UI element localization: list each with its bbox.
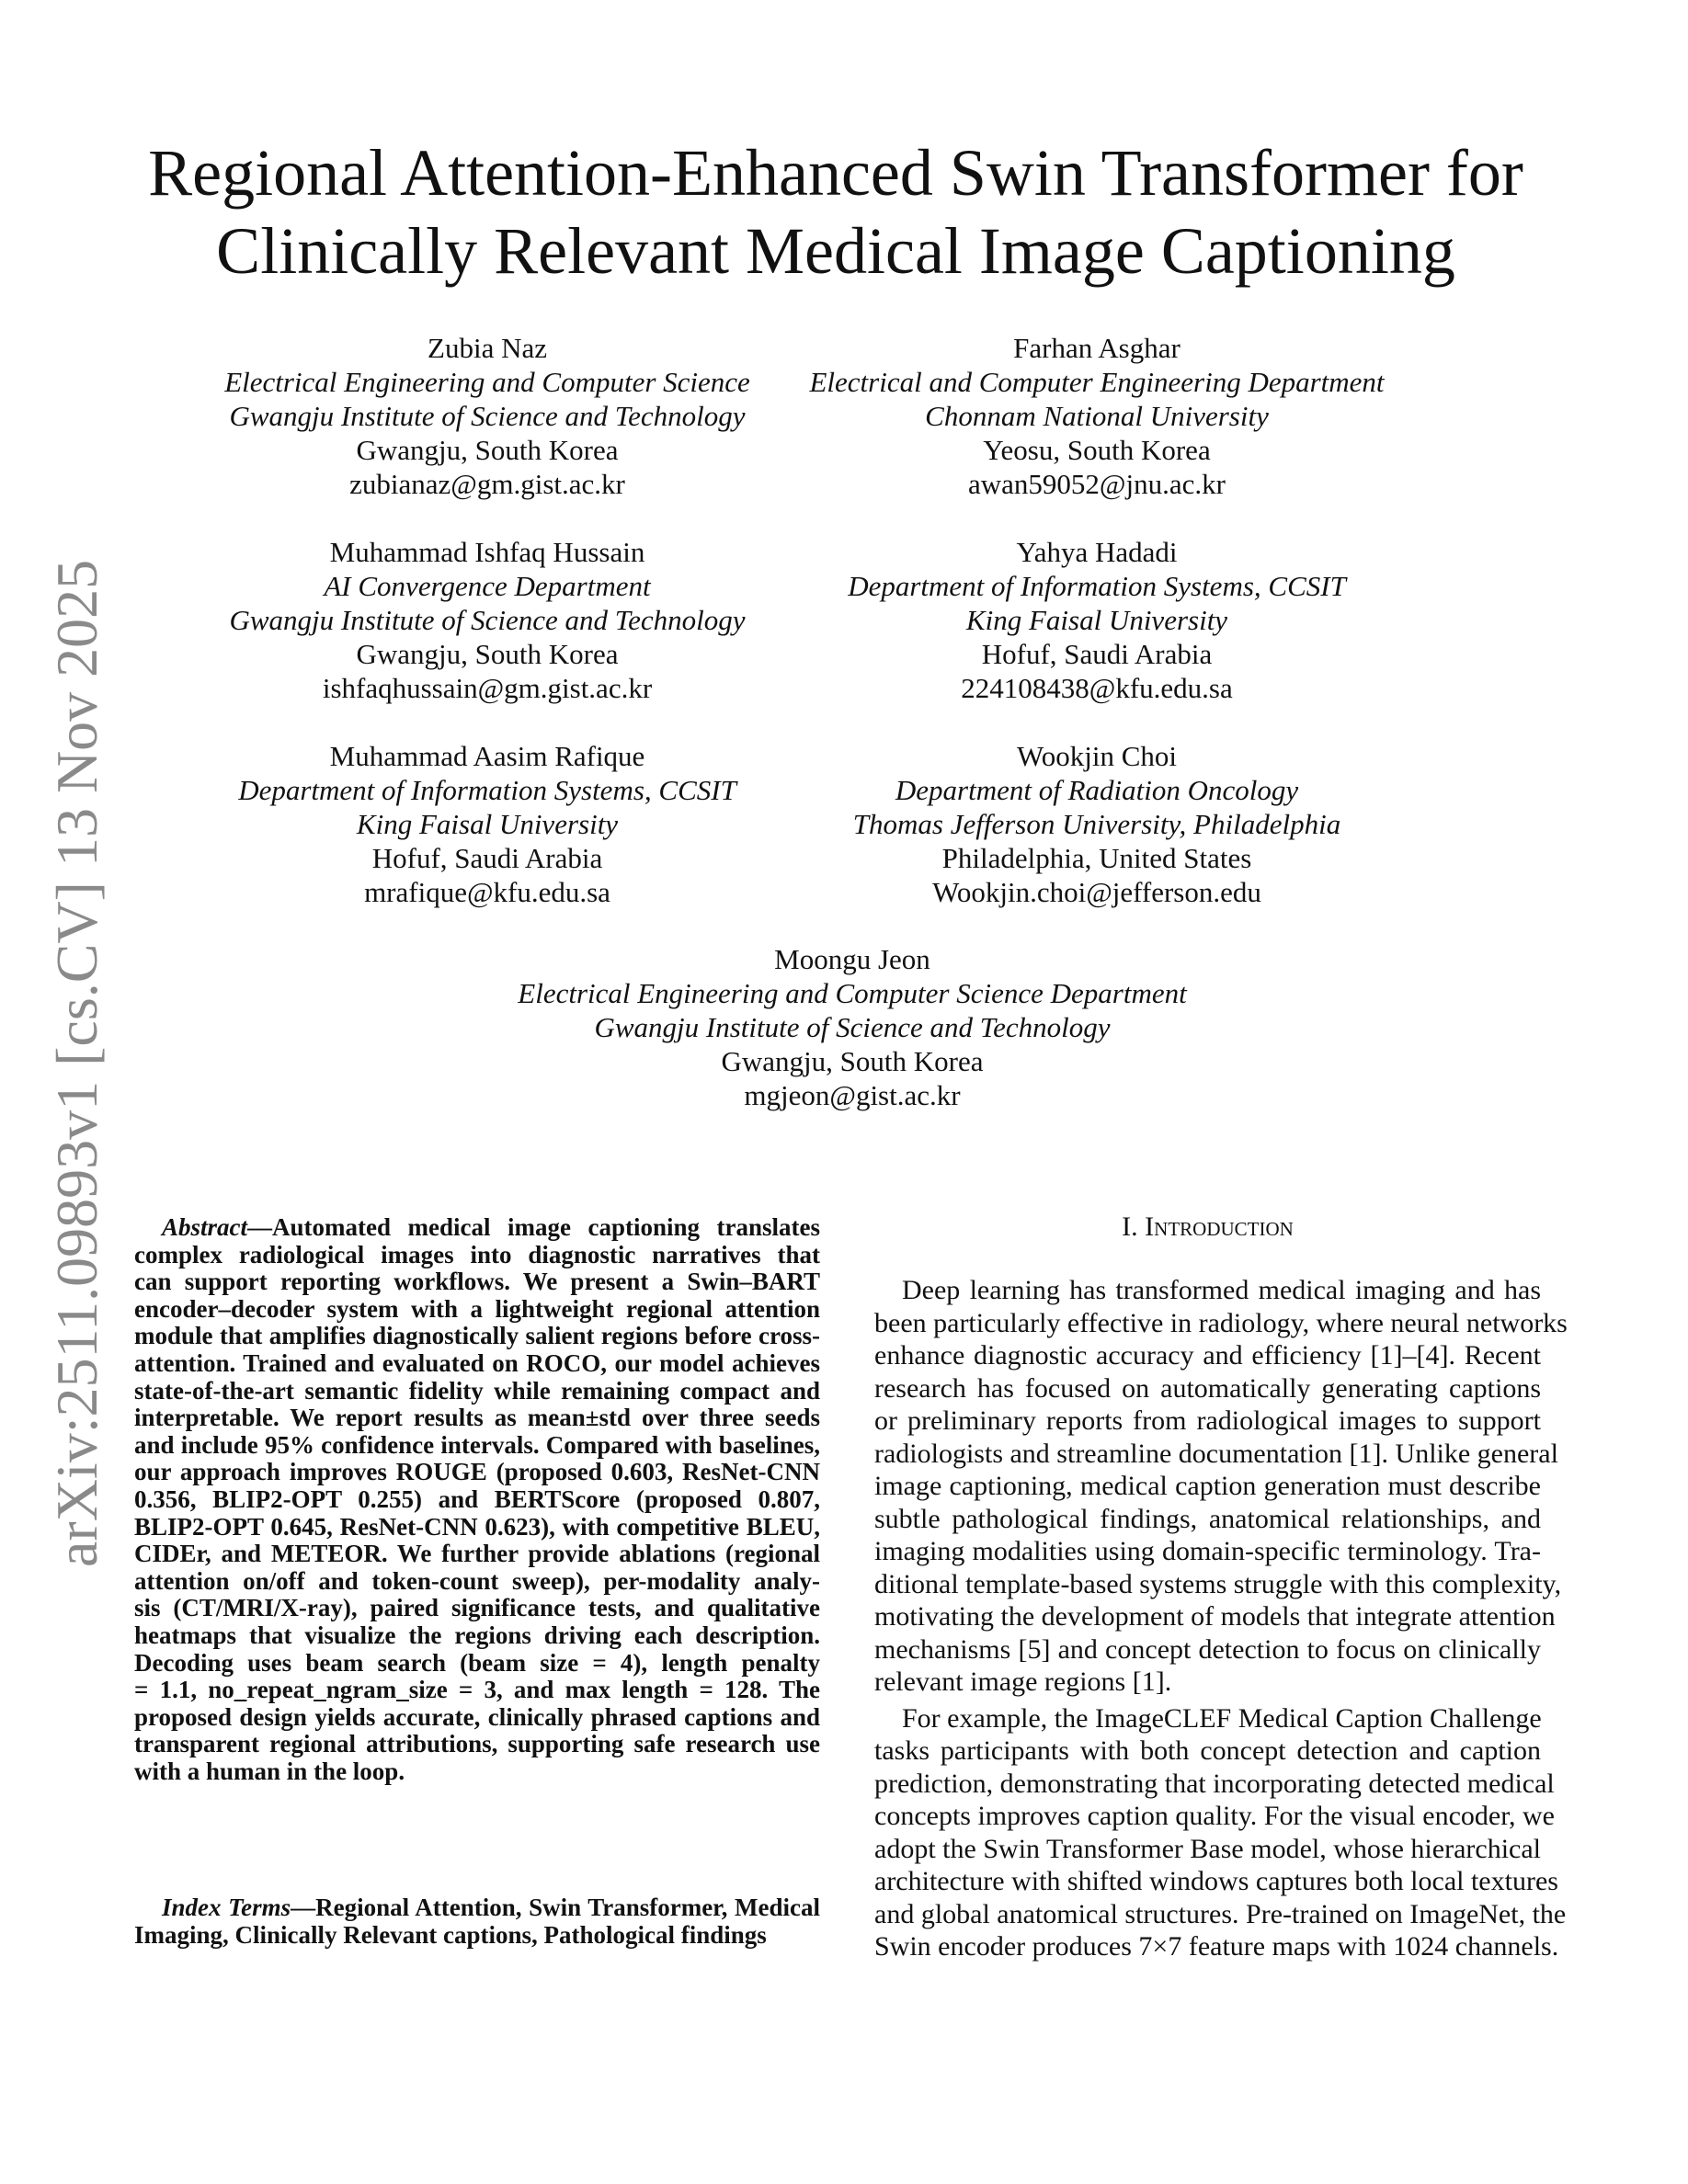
abstract-line: attention. Trained and evaluated on ROCO, our model achieves [134, 1348, 820, 1377]
author-location: Hofuf, Saudi Arabia [371, 842, 603, 874]
author-email[interactable]: Wookjin.choi@jefferson.edu [932, 876, 1261, 908]
author-department: Electrical Engineering and Computer Science [224, 366, 750, 398]
author-email[interactable]: zubianaz@gm.gist.ac.kr [349, 468, 625, 500]
paragraph [874, 1702, 1567, 1963]
paragraph-line: and global anatomical structures. Pre-trained on ImageNet, the [874, 1898, 1567, 1929]
abstract-line: complex radiological images into diagnostic narratives that [134, 1240, 820, 1268]
author-email[interactable]: 224108438@kfu.edu.sa [961, 672, 1233, 704]
abstract-line: and include 95% confidence intervals. Compared with baselines, [134, 1430, 820, 1459]
author-email[interactable]: mgjeon@gist.ac.kr [744, 1079, 961, 1111]
section-heading-introduction: I. Introduction [1122, 1211, 1294, 1242]
abstract [134, 1214, 820, 1785]
abstract-line: state-of-the-art semantic fidelity while remaining compact and [134, 1376, 820, 1405]
author-department: Electrical and Computer Engineering Department [809, 366, 1385, 398]
author-email[interactable]: mrafique@kfu.edu.sa [364, 876, 610, 908]
abstract-line: interpretable. We report results as mean±std over three seeds [134, 1404, 820, 1432]
author-institution: King Faisal University [965, 604, 1228, 636]
introduction-body [874, 1274, 1568, 1963]
paragraph-line: imaging modalities using domain-specific terminology. Tra- [874, 1536, 1541, 1566]
paragraph-line: tasks participants with both concept detection and caption [874, 1735, 1541, 1766]
paragraph-line: or preliminary reports from radiological images to support [874, 1405, 1541, 1436]
author-location: Philadelphia, United States [941, 842, 1252, 874]
author-name: Yahya Hadadi [1016, 536, 1178, 568]
paragraph-line: enhance diagnostic accuracy and efficiency [1]–[4]. Recent [874, 1340, 1541, 1371]
author-institution: Gwangju Institute of Science and Technology [594, 1011, 1111, 1043]
paragraph-line: mechanisms [5] and concept detection to focus on clinically [874, 1633, 1541, 1665]
abstract-line: with a human in the loop. [134, 1757, 405, 1785]
paragraph-line: relevant image regions [1]. [874, 1666, 1172, 1697]
author-name: Zubia Naz [428, 332, 547, 364]
abstract-line: transparent regional attributions, supporting safe research use [134, 1730, 820, 1758]
paper-title [0, 134, 1671, 290]
author-name: Moongu Jeon [774, 943, 930, 975]
paragraph-line: ditional template-based systems struggle with this complexity, [874, 1568, 1562, 1599]
author-block [138, 739, 837, 909]
author-institution: Gwangju Institute of Science and Technology [229, 604, 746, 636]
paragraph-line: Swin encoder produces 7×7 feature maps with 1024 channels. [874, 1931, 1559, 1962]
author-department: Department of Radiation Oncology [895, 774, 1299, 806]
index-terms-line: Imaging, Clinically Relevant captions, Pathological findings [134, 1920, 767, 1949]
abstract-line: sis (CT/MRI/X-ray), paired significance tests, and qualitative [134, 1594, 820, 1622]
author-block [503, 942, 1202, 1112]
paragraph-line: research has focused on automatically generating captions [874, 1372, 1541, 1404]
paragraph-line: subtle pathological findings, anatomical relationships, and [874, 1503, 1541, 1534]
paragraph-line: motivating the development of models that integrate attention [874, 1601, 1556, 1632]
paragraph [874, 1274, 1568, 1699]
author-block [138, 535, 837, 705]
author-institution: Chonnam National University [925, 400, 1269, 432]
title-line-1: Regional Attention-Enhanced Swin Transformer for [148, 136, 1523, 210]
abstract-line: our approach improves ROUGE (proposed 0.603, ResNet-CNN [134, 1458, 820, 1486]
author-institution: Thomas Jefferson University, Philadelphia [852, 808, 1341, 840]
abstract-line: heatmaps that visualize the regions driving each description. [134, 1621, 820, 1649]
author-name: Muhammad Ishfaq Hussain [329, 536, 645, 568]
author-location: Gwangju, South Korea [356, 434, 619, 466]
arxiv-stamp: arXiv:2511.09893v1 [cs.CV] 13 Nov 2025 [44, 559, 109, 1567]
abstract-line [134, 1214, 820, 1242]
author-block [747, 739, 1446, 909]
author-email[interactable]: awan59052@jnu.ac.kr [968, 468, 1226, 500]
author-institution: King Faisal University [356, 808, 619, 840]
author-location: Gwangju, South Korea [721, 1045, 984, 1077]
abstract-line: BLIP2-OPT 0.645, ResNet-CNN 0.623), with competitive BLEU, [134, 1512, 820, 1541]
author-department: Department of Information Systems, CCSIT [848, 570, 1346, 602]
text-span: —Regional Attention, Swin Transformer, Medical [291, 1894, 820, 1921]
abstract-label: Abstract [162, 1213, 248, 1241]
author-department: AI Convergence Department [324, 570, 651, 602]
abstract-line: proposed design yields accurate, clinically phrased captions and [134, 1702, 820, 1731]
author-name: Muhammad Aasim Rafique [329, 740, 645, 772]
author-department: Electrical Engineering and Computer Science Department [518, 977, 1187, 1009]
text-span: —Automated medical image captioning translates [247, 1213, 820, 1241]
abstract-line: CIDEr, and METEOR. We further provide ablations (regional [134, 1540, 820, 1568]
abstract-line: 0.356, BLIP2-OPT 0.255) and BERTScore (proposed 0.807, [134, 1484, 820, 1513]
paragraph-line: adopt the Swin Transformer Base model, whose hierarchical [874, 1833, 1541, 1864]
paragraph-line: Deep learning has transformed medical imaging and has [902, 1275, 1541, 1305]
abstract-line: module that amplifies diagnostically salient regions before cross- [134, 1322, 820, 1350]
abstract-line: encoder–decoder system with a lightweight regional attention [134, 1294, 820, 1323]
abstract-line: attention on/off and token-count sweep), per-modality analy- [134, 1566, 820, 1595]
paragraph-line: image captioning, medical caption generation must describe [874, 1471, 1541, 1501]
author-institution: Gwangju Institute of Science and Technology [229, 400, 746, 432]
abstract-line: = 1.1, no_repeat_ngram_size = 3, and max length = 128. The [134, 1676, 820, 1704]
author-location: Gwangju, South Korea [356, 638, 619, 670]
author-location: Yeosu, South Korea [983, 434, 1211, 466]
index-terms [134, 1894, 820, 1949]
index-terms-line [134, 1894, 820, 1922]
paragraph-line: radiologists and streamline documentation [1]. Unlike general [874, 1438, 1558, 1469]
paragraph-line: been particularly effective in radiology, where neural networks [874, 1307, 1568, 1338]
abstract-line: can support reporting workflows. We present a Swin–BART [134, 1268, 820, 1296]
author-department: Department of Information Systems, CCSIT [238, 774, 736, 806]
title-line-2: Clinically Relevant Medical Image Captioning [216, 214, 1455, 288]
author-block [138, 331, 837, 501]
author-email[interactable]: ishfaqhussain@gm.gist.ac.kr [322, 672, 653, 704]
author-name: Wookjin Choi [1016, 740, 1178, 772]
paragraph-line: prediction, demonstrating that incorporating detected medical [874, 1768, 1555, 1799]
author-block [747, 331, 1446, 501]
author-location: Hofuf, Saudi Arabia [981, 638, 1213, 670]
index-terms-label: Index Terms [162, 1894, 291, 1921]
abstract-line: Decoding uses beam search (beam size = 4), length penalty [134, 1648, 820, 1677]
paragraph-line: architecture with shifted windows captures both local textures [874, 1866, 1558, 1896]
author-block [747, 535, 1446, 705]
paragraph-line: For example, the ImageCLEF Medical Caption Challenge [902, 1702, 1542, 1734]
paragraph-line: concepts improves caption quality. For the visual encoder, we [874, 1801, 1555, 1831]
author-name: Farhan Asghar [1013, 332, 1180, 364]
